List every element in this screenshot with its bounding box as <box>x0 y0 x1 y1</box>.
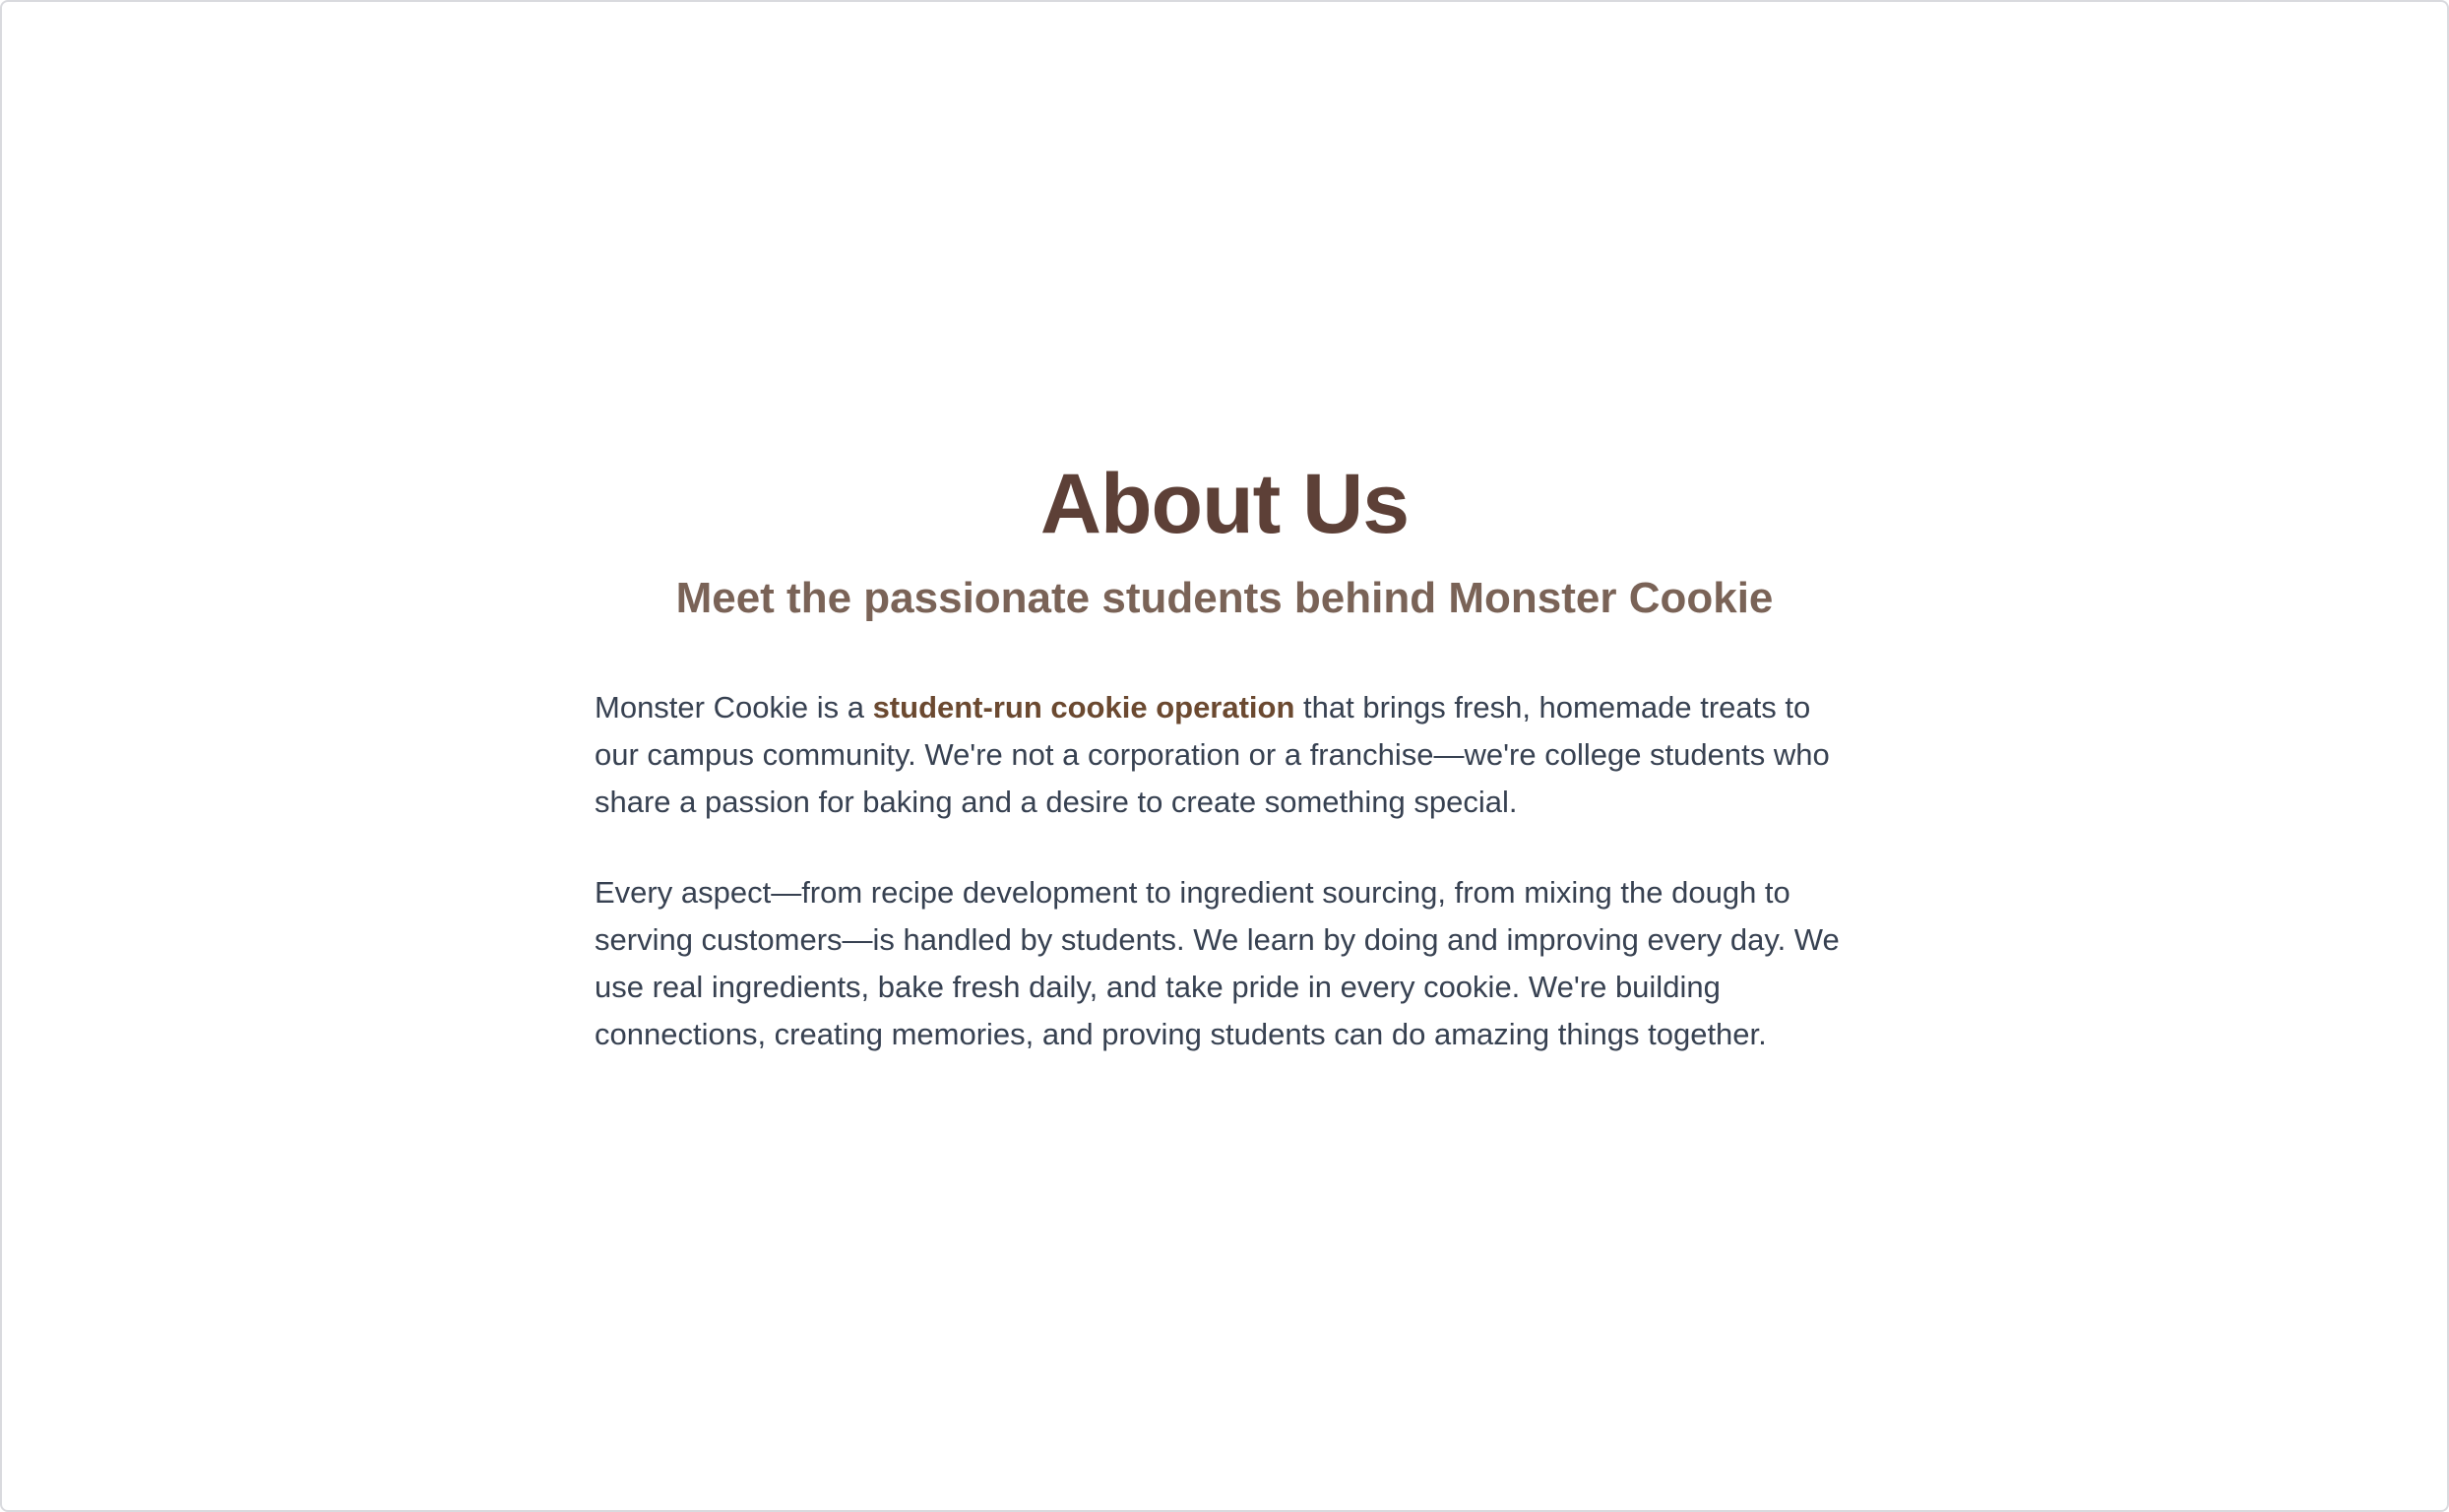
intro-highlight-text: student-run cookie operation <box>872 689 1295 724</box>
about-paragraph-body: Every aspect—from recipe development to ingredient sourcing, from mixing the dough to serving customers—is handled by students. We learn by doing and improving every day. We use real ingredients, bake fresh daily, and take pride in every cookie. We're building connections, creating memories, and proving students can do amazing things together. <box>595 874 1840 1051</box>
about-paragraph-intro <box>595 684 1854 826</box>
intro-text-after-highlight: that brings fresh, homemade treats to our campus community. We're not a corporation or a franchise—we're college students who share a passion for baking and a desire to create something special. <box>595 689 1830 819</box>
page-title: About Us <box>1039 457 1410 551</box>
page-subtitle: Meet the passionate students behind Monster Cookie <box>675 574 1774 623</box>
about-section <box>595 454 1854 1058</box>
intro-text-before-highlight: Monster Cookie is a <box>595 689 873 724</box>
